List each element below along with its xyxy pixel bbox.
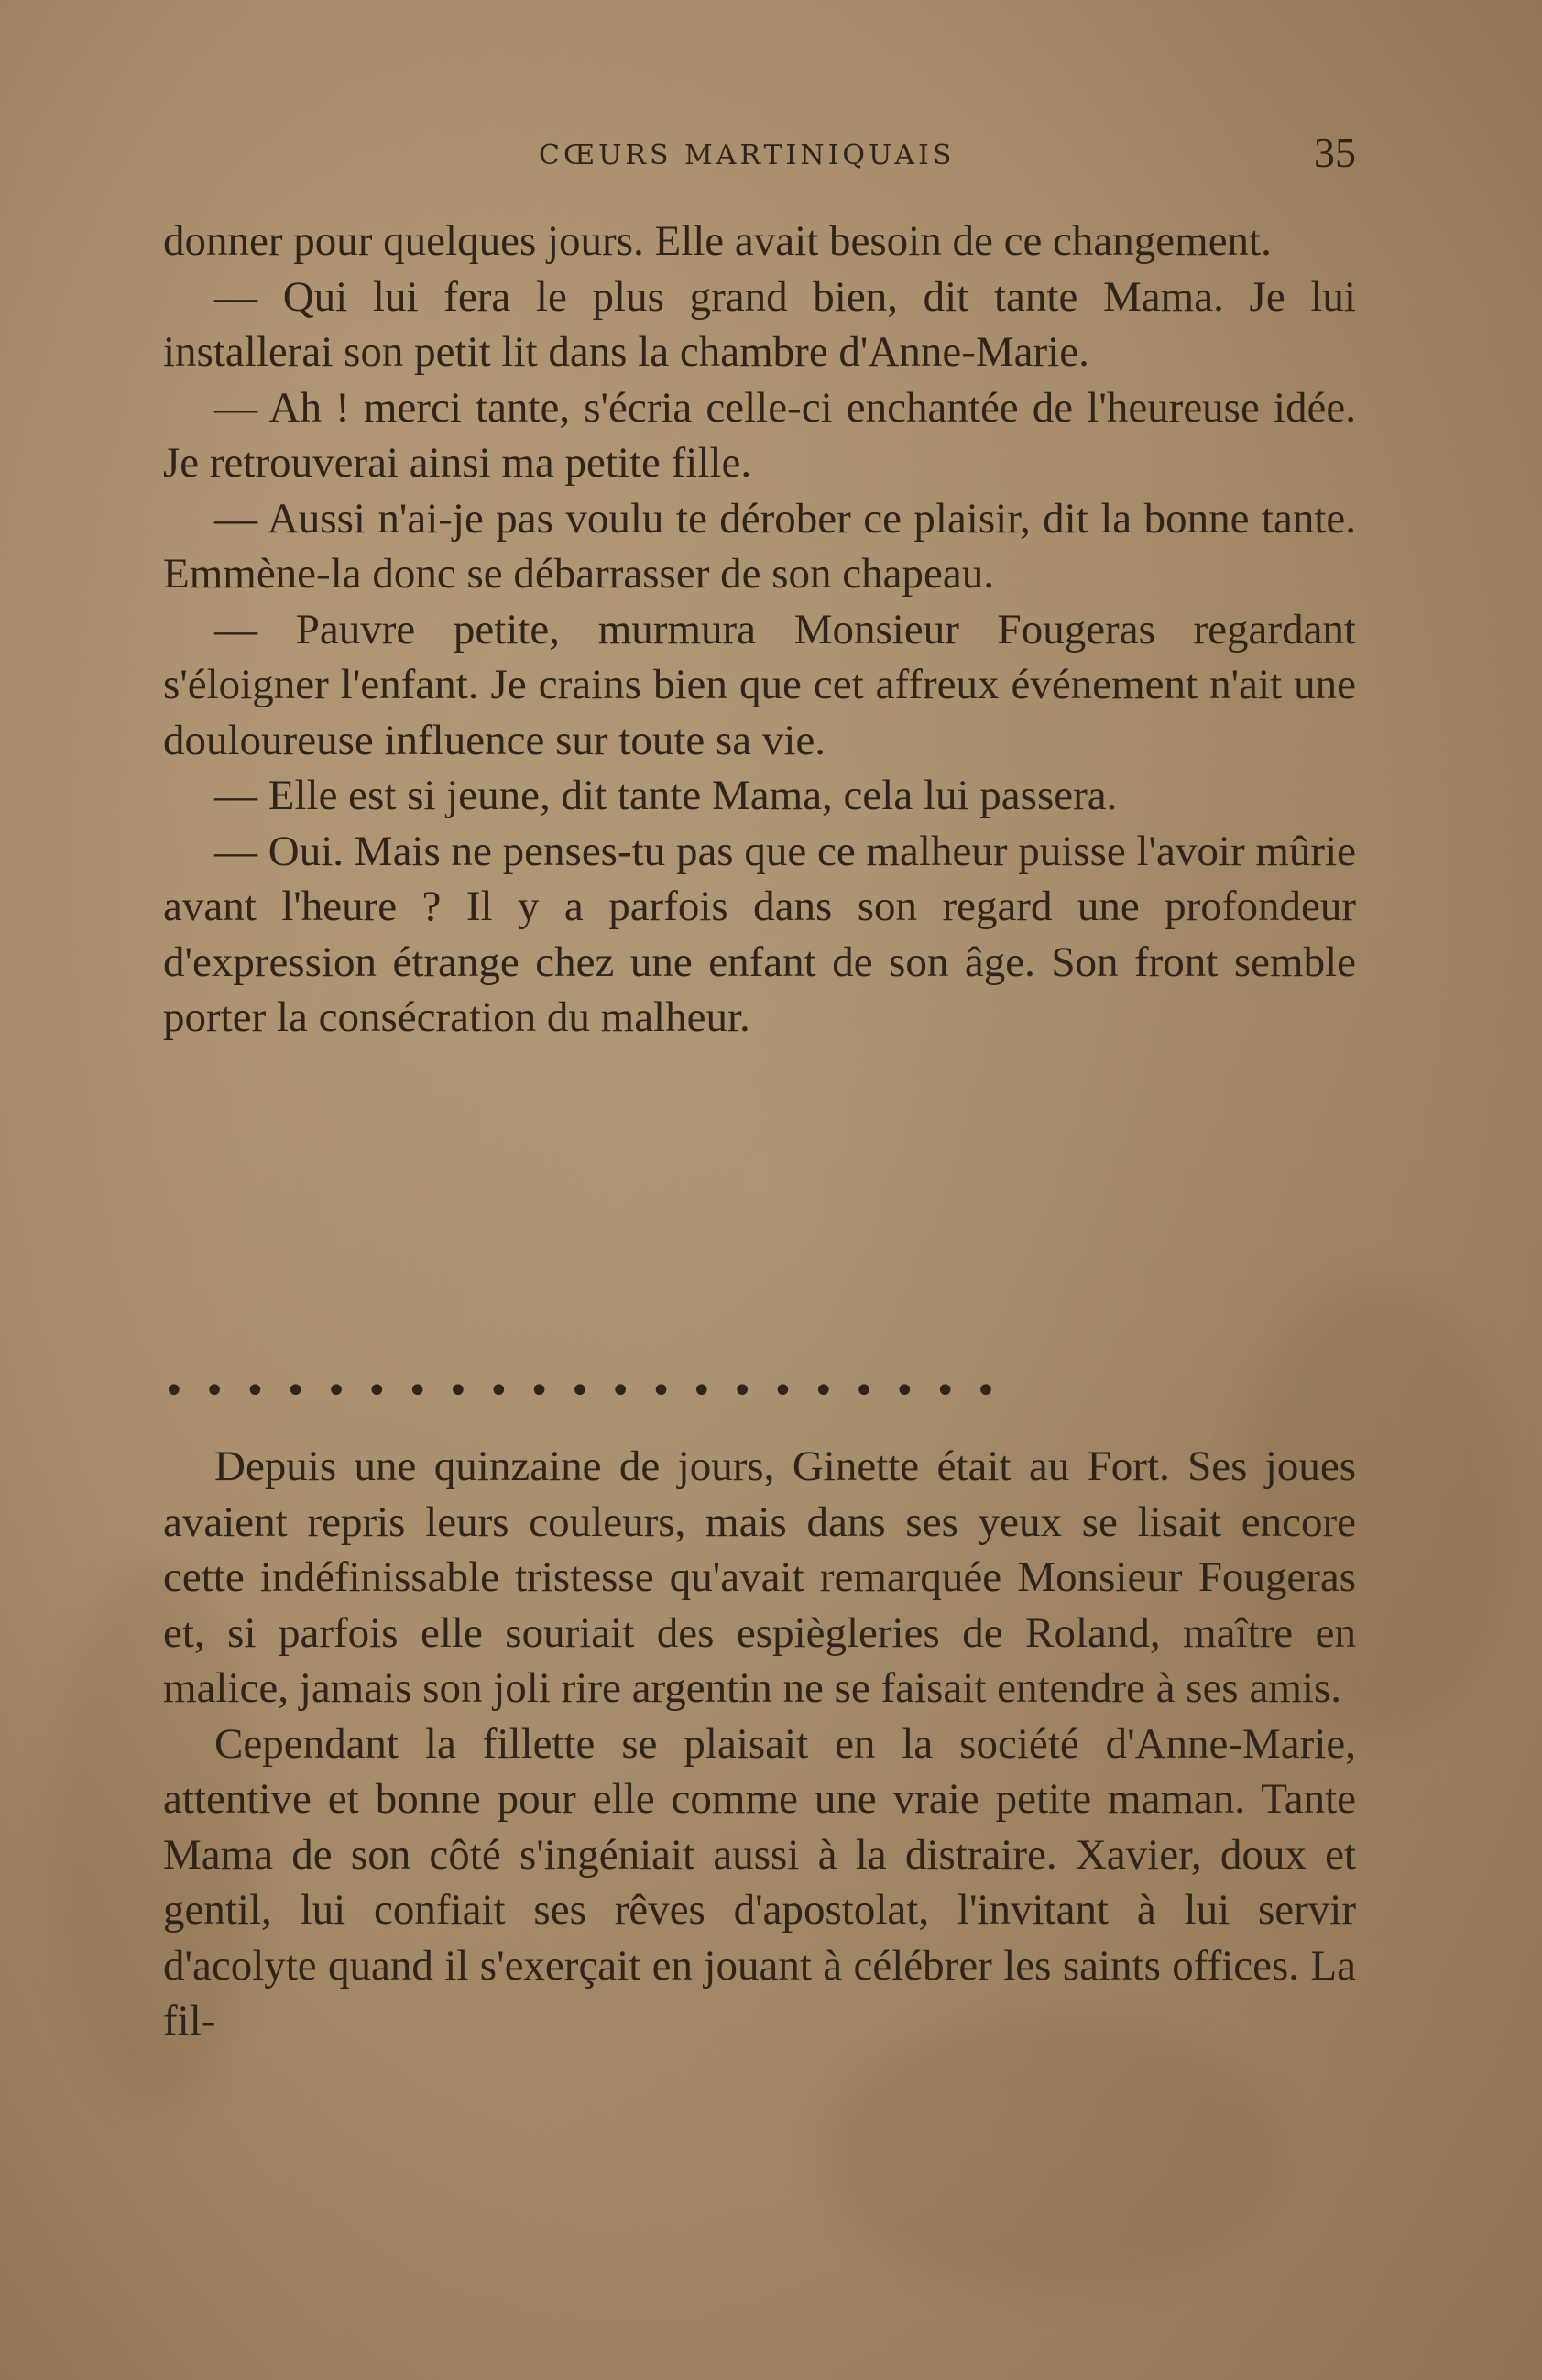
- paragraph: — Ah ! merci tante, s'écria celle-ci enchantée de l'heureuse idée. Je retrouverai ainsi ma petite fille.: [163, 383, 1356, 487]
- paragraph: — Pauvre petite, murmura Monsieur Fougeras regardant s'éloigner l'enfant. Je crains bien que cet affreux événement n'ait une douloureuse influence sur toute sa vie.: [163, 605, 1356, 764]
- paragraph: Cependant la fillette se plaisait en la société d'Anne-Marie, attentive et bonne pour elle comme une vraie petite maman. Tante Mama de son côté s'ingéniait aussi à la distraire. Xavier, doux et gentil, lui confiait ses rêves d'apostolat, l'invitant à lui servir d'acolyte quand il s'exerçait en jouant à célébrer les saints offices. La fil-: [163, 1719, 1356, 2045]
- paragraph: donner pour quelques jours. Elle avait besoin de ce changement.: [163, 217, 1272, 265]
- running-title: CŒURS MARTINIQUAIS: [539, 139, 956, 171]
- paragraph: — Elle est si jeune, dit tante Mama, cela lui passera.: [214, 772, 1118, 819]
- text-block-2: [163, 1439, 1356, 2049]
- paragraph: — Oui. Mais ne penses-tu pas que ce malheur puisse l'avoir mûrie avant l'heure ? Il y a parfois dans son regard une profondeur d'expression étrange chez une enfant de son âge. Son front semble porter la consécration du malheur.: [163, 827, 1356, 1041]
- page-number: 35: [1314, 129, 1356, 176]
- paragraph: — Qui lui fera le plus grand bien, dit tante Mama. Je lui installerai son petit lit dans la chambre d'Anne-Marie.: [163, 272, 1356, 376]
- text-block: [163, 214, 1356, 1046]
- paper-stain: [825, 2016, 1283, 2291]
- paragraph: Depuis une quinzaine de jours, Ginette était au Fort. Ses joues avaient repris leurs couleurs, mais dans ses yeux se lisait encore cette indéfinissable tristesse qu'avait remarquée Monsieur Fougeras et, si parfois elle souriait des espiègleries de Roland, maître en malice, jamais son joli rire argentin ne se faisait entendre à ses amis.: [163, 1442, 1356, 1712]
- page-header: [163, 128, 1356, 183]
- section-separator: • • • • • • • • • • • • • • • • • • • • •: [163, 1370, 1001, 1412]
- paragraph: — Aussi n'ai-je pas voulu te dérober ce plaisir, dit la bonne tante. Emmène-la donc se débarrasser de son chapeau.: [163, 494, 1356, 598]
